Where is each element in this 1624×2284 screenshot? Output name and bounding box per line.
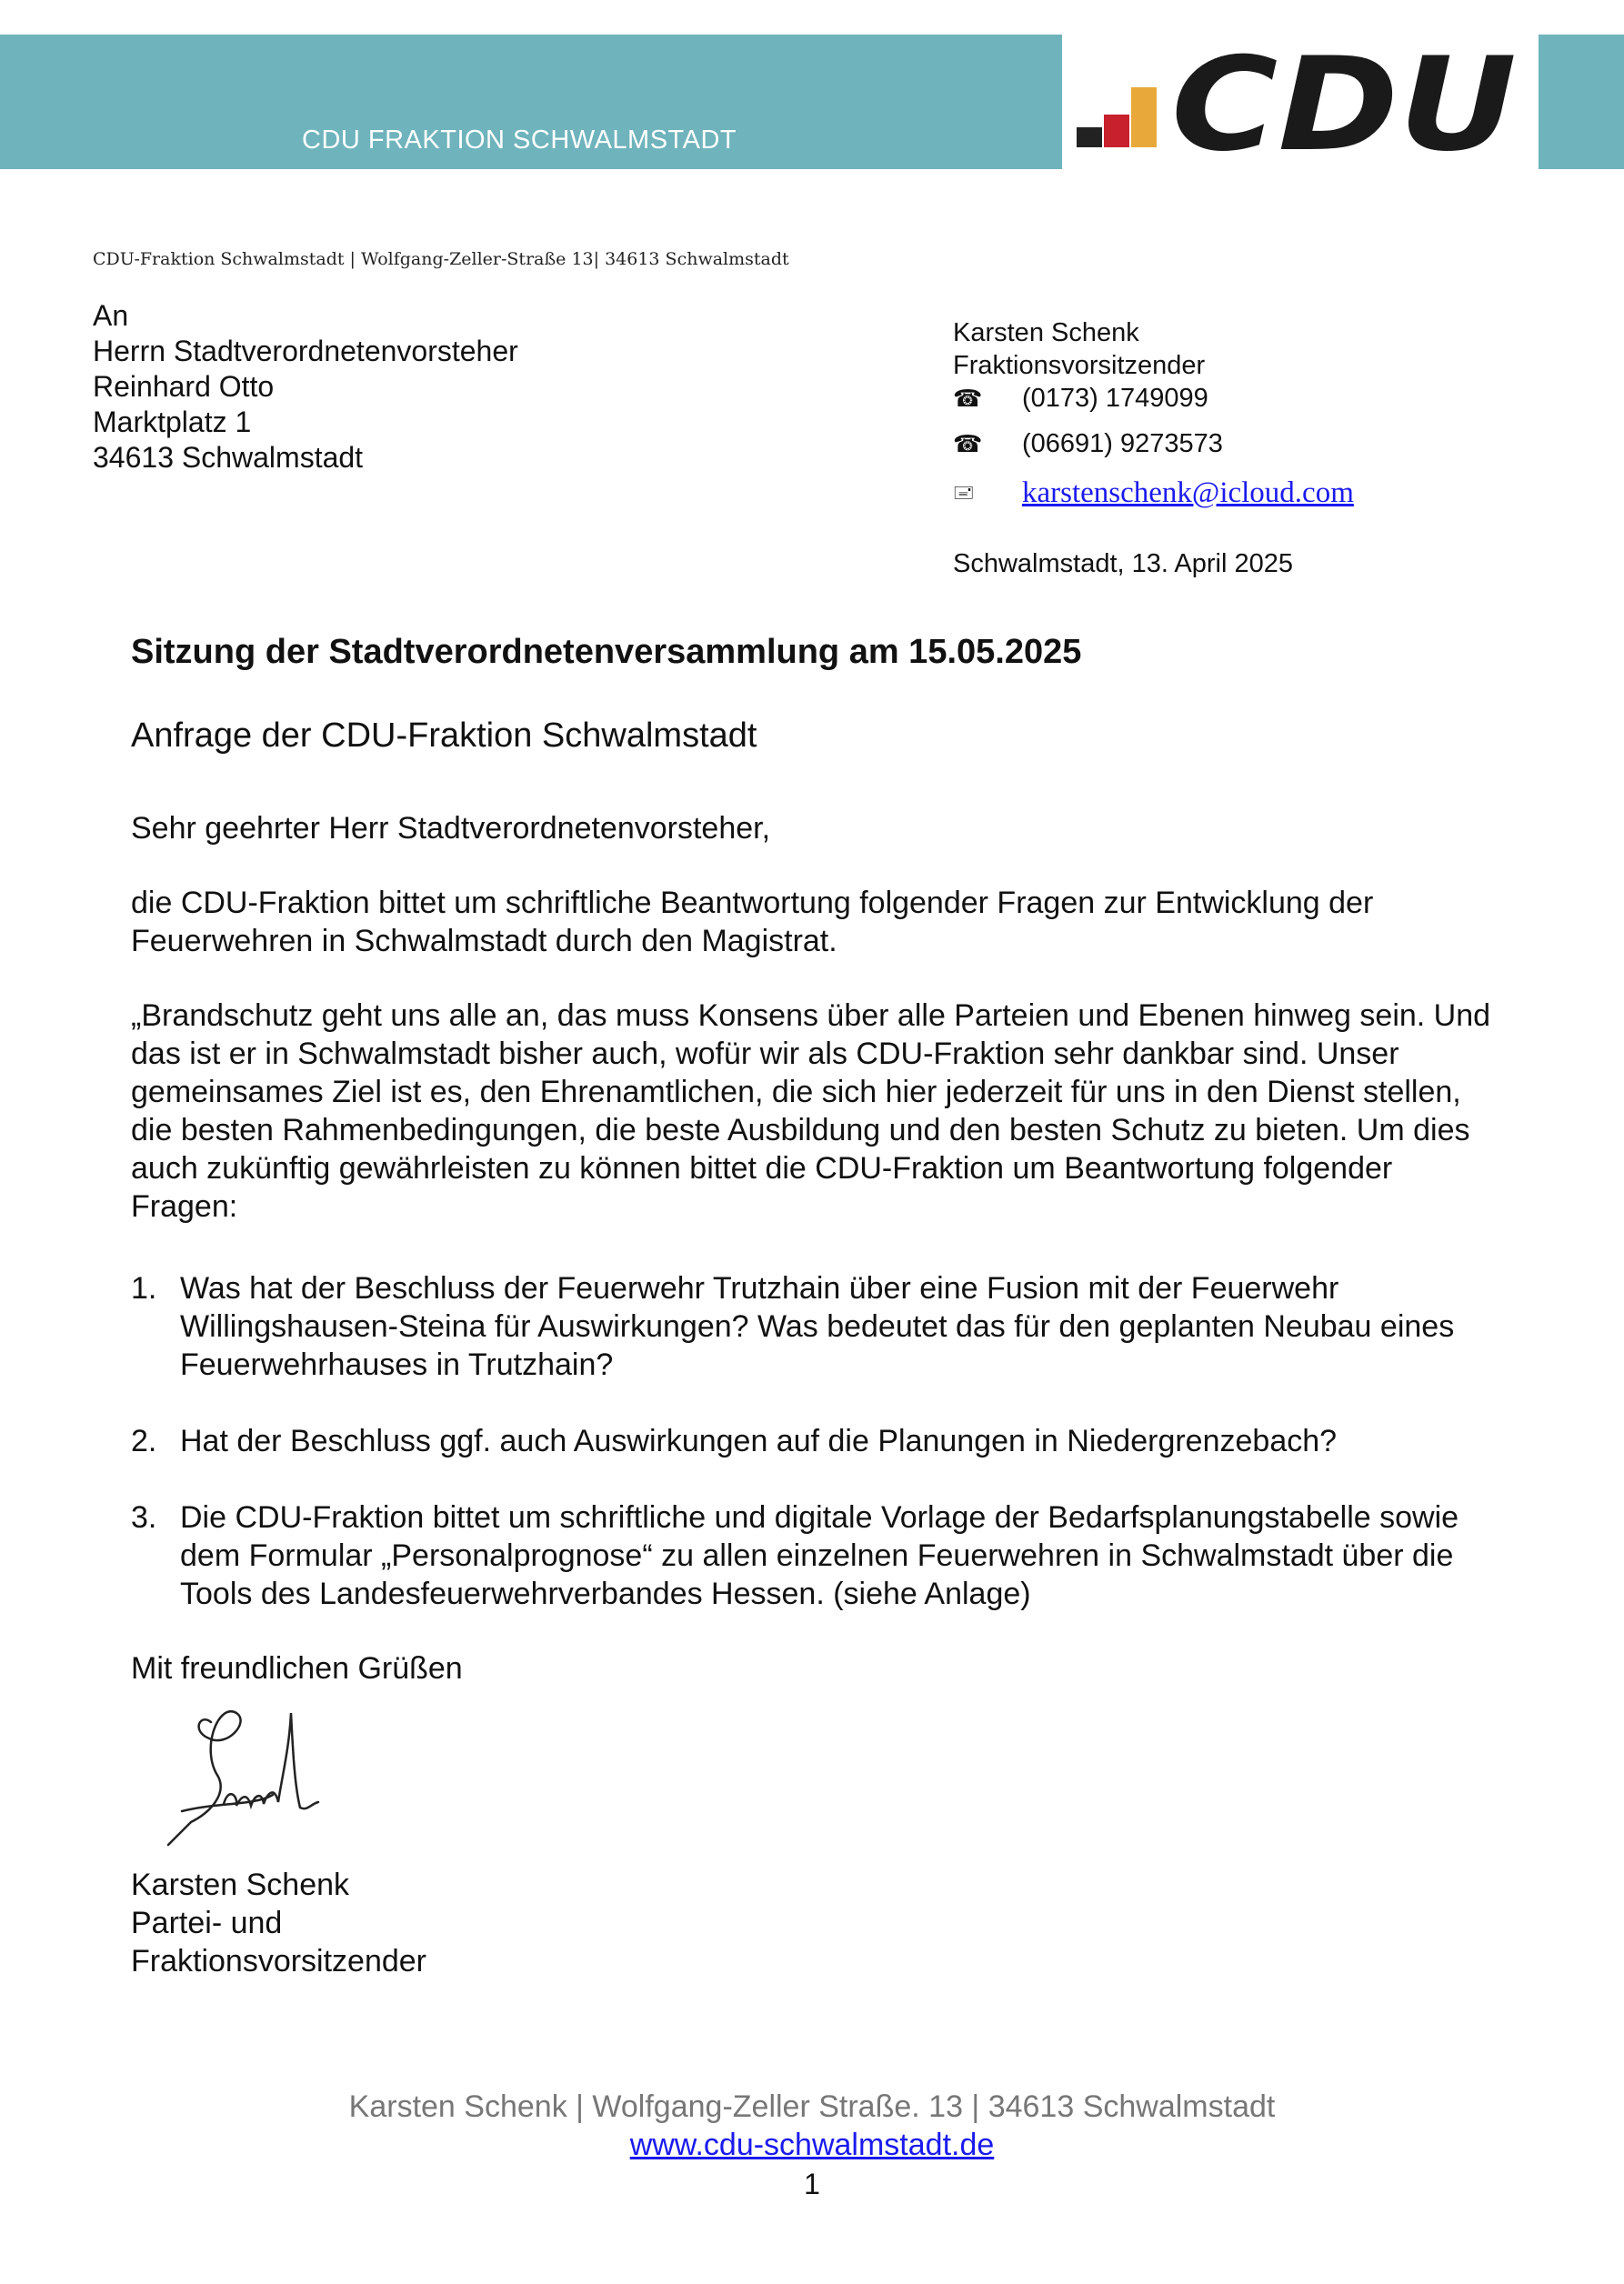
logo-text: CDU <box>1171 51 1517 160</box>
contact-phone1: (0173) 1749099 <box>1022 384 1208 413</box>
contact-email-row <box>953 476 1354 510</box>
list-item-text: Was hat der Beschluss der Feuerwehr Trutzhain über eine Fusion mit der Feuerwehr Willingshausen-Steina für Auswirkungen? Was bedeutet das für den geplanten Neubau eines Feuerwehrhauses in Trutzhain? <box>180 1271 1455 1382</box>
contact-role: Fraktionsvorsitzender <box>953 351 1206 380</box>
signer-role: Fraktionsvorsitzender <box>131 1944 427 1978</box>
contact-phone2: (06691) 9273573 <box>1022 429 1223 458</box>
mail-icon: 🖃 <box>953 483 975 503</box>
paragraph-quote <box>131 997 1495 1226</box>
header-band-right <box>1539 35 1624 169</box>
closing-phrase: Mit freundlichen Grüßen <box>131 1651 463 1686</box>
list-item-number: 3. <box>131 1500 157 1535</box>
salutation <box>131 809 1495 847</box>
list-item-text: Die CDU-Fraktion bittet um schriftliche und digitale Vorlage der Bedarfsplanungstabelle sowie dem Formular „Personalprognose“ zu allen einzelnen Feuerwehren in Schwalmstadt über die Tools des Landesfeuerwehrverbandes Hessen. (siehe Anlage) <box>180 1500 1459 1611</box>
sender-address-line: CDU-Fraktion Schwalmstadt | Wolfgang-Zeller-Straße 13| 34613 Schwalmstadt <box>93 249 789 269</box>
recipient-line: Marktplatz 1 <box>93 406 252 438</box>
salutation-text: Sehr geehrter Herr Stadtverordnetenvorsteher, <box>131 811 771 846</box>
logo-bar-gold <box>1131 87 1157 147</box>
list-item-number: 1. <box>131 1271 157 1306</box>
paragraph-intro <box>131 884 1495 960</box>
recipient-address <box>93 298 518 476</box>
signer-block <box>131 1866 426 1980</box>
contact-name: Karsten Schenk <box>953 318 1139 347</box>
cdu-logo <box>1077 51 1522 160</box>
logo-bar-dark <box>1077 127 1102 147</box>
logo-bar-red <box>1104 115 1129 147</box>
contact-email-link[interactable]: karstenschenk@icloud.com <box>1022 476 1354 509</box>
recipient-line: An <box>93 299 129 332</box>
list-item-number: 2. <box>131 1424 157 1458</box>
signer-role: Partei- und <box>131 1906 283 1940</box>
letter-date: Schwalmstadt, 13. April 2025 <box>953 549 1293 578</box>
paragraph-intro-text: die CDU-Fraktion bittet um schriftliche Beantwortung folgender Fragen zur Entwicklung der Feuerwehren in Schwalmstadt durch den Magistrat. <box>131 886 1374 958</box>
letter-subject: Sitzung der Stadtverordnetenversammlung am 15.05.2025 <box>131 633 1082 671</box>
page-number: 1 <box>804 2168 820 2200</box>
recipient-line: Reinhard Otto <box>93 370 275 403</box>
footer-website-link[interactable]: www.cdu-schwalmstadt.de <box>629 2128 995 2162</box>
signature-image <box>164 1695 364 1858</box>
letter-subtitle: Anfrage der CDU-Fraktion Schwalmstadt <box>131 716 757 755</box>
contact-phone1-row <box>953 382 1208 416</box>
header-title: CDU FRAKTION SCHWALMSTADT <box>302 125 737 155</box>
phone-icon: ☎ <box>953 430 983 457</box>
phone-icon: ☎ <box>953 385 983 412</box>
footer-address: Karsten Schenk | Wolfgang-Zeller Straße. 13 | 34613 Schwalmstadt <box>348 2089 1276 2124</box>
list-item-text: Hat der Beschluss ggf. auch Auswirkungen auf die Planungen in Niedergrenzebach? <box>180 1424 1338 1458</box>
recipient-line: Herrn Stadtverordnetenvorsteher <box>93 335 518 367</box>
signer-name: Karsten Schenk <box>131 1868 350 1902</box>
contact-phone2-row <box>953 427 1223 461</box>
recipient-line: 34613 Schwalmstadt <box>93 441 364 474</box>
paragraph-quote-text: „Brandschutz geht uns alle an, das muss Konsens über alle Parteien und Ebenen hinweg sein. Und das ist er in Schwalmstadt bisher auch, wofür wir als CDU-Fraktion sehr dankbar sind. Unser gemeinsames Ziel ist es, den Ehrenamtlichen, die sich hier jederzeit für uns in den Dienst stellen, die besten Rahmenbedingungen, die beste Ausbildung und den besten Schutz zu bieten. Um dies auch zukünftig gewährleisten zu können bittet die CDU-Fraktion um Beantwortung folgender Fragen: <box>131 998 1491 1224</box>
